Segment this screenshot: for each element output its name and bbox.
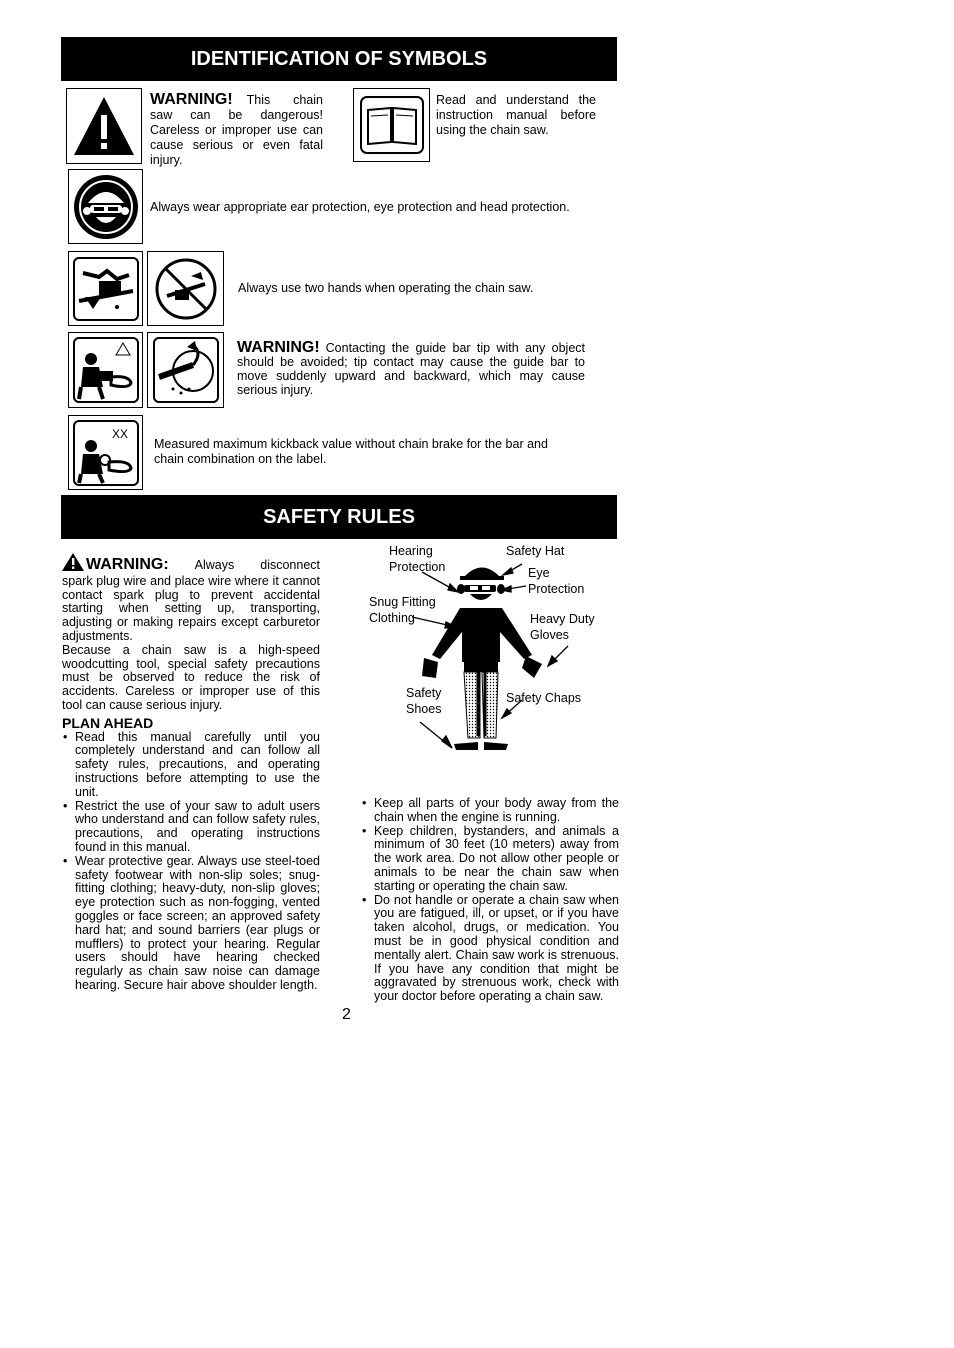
head-protection-icon: [68, 169, 143, 244]
kickback-value-text: Measured maximum kickback value without chain brake for the bar and chain combination on the label.: [154, 437, 548, 466]
one-hand-prohibited-icon: [147, 251, 224, 326]
two-hands-icon: [68, 251, 143, 326]
snug-fitting-clothing-label: Snug Fitting Clothing: [369, 595, 436, 625]
plan-ahead-heading: PLAN AHEAD: [62, 714, 154, 731]
right-rules-list: [361, 797, 619, 1004]
warning-chainsaw-dangerous: [150, 92, 323, 168]
warning-kickback: [237, 341, 585, 397]
list-item: • Keep children, bystanders, and animals a minimum of 30 feet (10 meters) away from the work area. Do not allow other people or animals to be near the chain saw when starting or operating the chain saw.: [361, 825, 619, 894]
warning-label: WARNING!: [237, 339, 320, 356]
safety-left-column: [62, 553, 320, 993]
intro-text: Because a chain saw is a high-speed woodcutting tool, special safety precautions must be observed to reduce the risk of accidents. Careless or improper use of this tool can cause serious injury.: [62, 642, 320, 712]
warning-triangle-icon: [66, 88, 142, 164]
warning-text: Always disconnect spark plug wire and place wire where it cannot contact spark plug to prevent accidental starting when setting up, transporting, adjusting or making repairs except carburetor adjustments.: [62, 558, 320, 643]
list-item: • Restrict the use of your saw to adult users who understand and can follow safety rules, precautions, and operating instructions found in this manual.: [62, 800, 320, 855]
kickback-operator-icon: [68, 332, 143, 408]
protection-text: Always wear appropriate ear protection, eye protection and head protection.: [150, 200, 570, 214]
warning-label: WARNING:: [86, 556, 169, 573]
hearing-protection-label: [389, 544, 479, 575]
two-hands-text: Always use two hands when operating the chain saw.: [238, 281, 534, 295]
plan-ahead-list: [62, 731, 320, 993]
safety-shoes-label: Safety Shoes: [406, 686, 442, 716]
heavy-duty-gloves-label: Heavy Duty Gloves: [530, 612, 595, 642]
safety-rules-title: SAFETY RULES: [61, 495, 617, 539]
warning-text: Contacting the guide bar tip with any object should be avoided; tip contact may cause the guide bar to move suddenly upward and backward, which may cause serious injury.: [237, 341, 585, 397]
symbols-section-title: IDENTIFICATION OF SYMBOLS: [61, 37, 617, 81]
kickback-value-icon: [68, 415, 143, 490]
kickback-zone-icon: [147, 332, 224, 408]
warning-disconnect: [62, 553, 320, 644]
eye-protection-label: Eye Protection: [528, 566, 585, 596]
protective-gear-figure: [360, 540, 620, 760]
hearing-protection-text: Hearing Protection: [389, 544, 446, 574]
warning-triangle-icon: [62, 553, 84, 575]
manual-text: Read and understand the instruction manual before using the chain saw.: [436, 93, 596, 137]
safety-chaps-label: Safety Chaps: [506, 691, 582, 705]
list-item: • Read this manual carefully until you completely understand and can follow all safety rules, precautions, and operating instructions before attempting to use the unit.: [62, 731, 320, 800]
warning-label: WARNING!: [150, 91, 233, 108]
safety-right-column: [361, 797, 619, 1004]
manual-book-icon: [353, 88, 430, 162]
warning-text: This chain saw can be dangerous! Careless or improper use can cause serious or even fatal injury.: [150, 93, 323, 167]
list-item: • Wear protective gear. Always use steel-toed safety footwear with non-slip soles; snug-fitting clothing; heavy-duty, non-slip gloves; eye protection such as non-fogging, vented goggles or face screen; an approved safety hard hat; and sound barriers (ear plugs or mufflers) to protect your hearing. Regular users should have hearing checked regularly as chain saw noise can damage hearing. Secure hair above shoulder length.: [62, 855, 320, 993]
list-item: • Keep all parts of your body away from the chain when the engine is running.: [361, 797, 619, 825]
page-number: 2: [342, 1006, 351, 1023]
list-item: • Do not handle or operate a chain saw when you are fatigued, ill, or upset, or if you have taken alcohol, drugs, or medication. You must be in good physical condition and mentally alert. Chain saw work is strenuous. If you have any condition that might be aggravated by strenuous work, check with your doctor before operating a chain saw.: [361, 894, 619, 1004]
kickback-icon-label: XX: [112, 427, 129, 441]
safety-hat-label: Safety Hat: [506, 544, 565, 558]
